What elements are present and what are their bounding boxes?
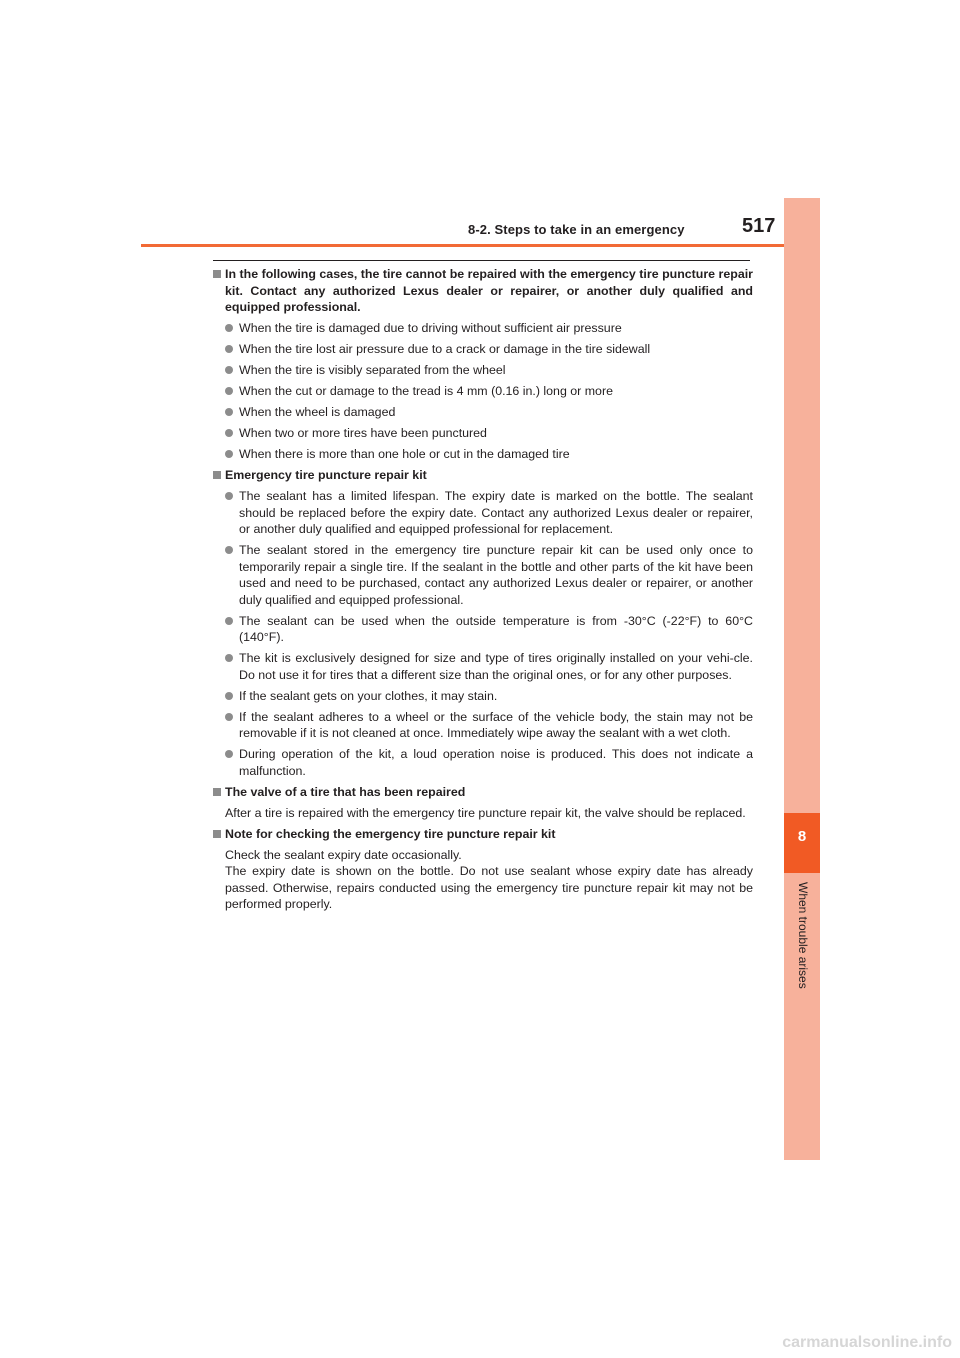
watermark: carmanualsonline.info (782, 1334, 952, 1351)
round-bullet-icon (225, 408, 233, 416)
list-item (213, 688, 753, 705)
round-bullet-icon (225, 750, 233, 758)
round-bullet-icon (225, 692, 233, 700)
list-item (213, 709, 753, 742)
round-bullet-icon (225, 654, 233, 662)
paragraph: Check the sealant expiry date occasionally. (225, 847, 462, 862)
section-heading-text: In the following cases, the tire cannot be repaired with the emergency tire puncture repair kit. Contact any authorized Lexus dealer or repairer, or another duly qualified and equipped professional. (225, 267, 753, 314)
list-item (213, 404, 753, 421)
chapter-number: 8 (797, 828, 807, 845)
list-item-text: When the cut or damage to the tread is 4 mm (0.16 in.) long or more (239, 384, 613, 398)
list-item-text: During operation of the kit, a loud operation noise is produced. This does not indicate a malfunction. (239, 747, 753, 778)
section-heading-text: The valve of a tire that has been repaired (225, 784, 466, 799)
square-bullet-icon (213, 270, 221, 278)
list-item (213, 542, 753, 608)
list-item-text: The sealant stored in the emergency tire puncture repair kit can be used only once to temporarily repair a single tire. If the sealant in the bottle and other parts of the kit have been used and need to be purchased, contact any authorized Lexus dealer or repairer, or another duly qualified and equipped professional. (239, 543, 753, 607)
round-bullet-icon (225, 713, 233, 721)
list-item-text: When two or more tires have been punctured (239, 426, 487, 440)
header-divider (141, 244, 819, 247)
content-divider (213, 260, 750, 261)
list-item (213, 488, 753, 538)
list-item (213, 746, 753, 779)
list-item (213, 446, 753, 463)
round-bullet-icon (225, 492, 233, 500)
list-item-text: The sealant can be used when the outside temperature is from -30°C (-22°F) to 60°C (140°F). (239, 613, 753, 644)
list-item (213, 613, 753, 646)
list-item-text: If the sealant gets on your clothes, it may stain. (239, 688, 498, 703)
round-bullet-icon (225, 324, 233, 332)
chapter-label-box (772, 880, 832, 1005)
round-bullet-icon (225, 450, 233, 458)
list-item-text: When the tire is damaged due to driving without sufficient air pressure (239, 321, 622, 335)
round-bullet-icon (225, 345, 233, 353)
paragraph: The expiry date is shown on the bottle. Do not use sealant whose expiry date has already passed. Otherwise, repairs conducted using the emergency tire puncture repair kit may not be performed properly. (225, 864, 753, 911)
list-item-text: The sealant has a limited lifespan. The expiry date is marked on the bottle. The sealant should be replaced before the expiry date. Contact any authorized Lexus dealer or repairer, or another duly qualified and equipped professional for replacement. (239, 489, 753, 536)
section-heading (213, 826, 753, 843)
section-heading (213, 784, 753, 801)
paragraph: After a tire is repaired with the emergency tire puncture repair kit, the valve should be replaced. (225, 805, 746, 820)
list-item (213, 320, 753, 337)
page-content (213, 266, 753, 913)
section-heading-text: Note for checking the emergency tire puncture repair kit (225, 826, 556, 841)
square-bullet-icon (213, 471, 221, 479)
section-heading-text: Emergency tire puncture repair kit (225, 468, 427, 482)
round-bullet-icon (225, 366, 233, 374)
list-item (213, 362, 753, 379)
page-number: 517 (742, 215, 776, 237)
round-bullet-icon (225, 546, 233, 554)
round-bullet-icon (225, 617, 233, 625)
chapter-label: When trouble arises (796, 882, 810, 989)
square-bullet-icon (213, 830, 221, 838)
round-bullet-icon (225, 387, 233, 395)
list-item-text: The kit is exclusively designed for size and type of tires originally installed on your vehi-cle. Do not use it for tires that a different size than the original ones, or for any other purposes. (239, 651, 753, 682)
list-item (213, 425, 753, 442)
section-heading (213, 467, 753, 484)
list-item (213, 650, 753, 683)
square-bullet-icon (213, 788, 221, 796)
list-item (213, 341, 753, 358)
list-item-text: If the sealant adheres to a wheel or the surface of the vehicle body, the stain may not be removable if it is not cleaned at once. Immediately wipe away the sealant with a wet cloth. (239, 709, 753, 740)
list-item-text: When there is more than one hole or cut in the damaged tire (239, 447, 570, 461)
list-item-text: When the tire is visibly separated from the wheel (239, 363, 506, 377)
chapter-side-tab (784, 198, 820, 1160)
round-bullet-icon (225, 429, 233, 437)
list-item-text: When the tire lost air pressure due to a crack or damage in the tire sidewall (239, 342, 651, 356)
list-item (213, 383, 753, 400)
section-title: 8-2. Steps to take in an emergency (468, 222, 685, 237)
list-item-text: When the wheel is damaged (239, 405, 396, 419)
section-heading (213, 266, 753, 316)
